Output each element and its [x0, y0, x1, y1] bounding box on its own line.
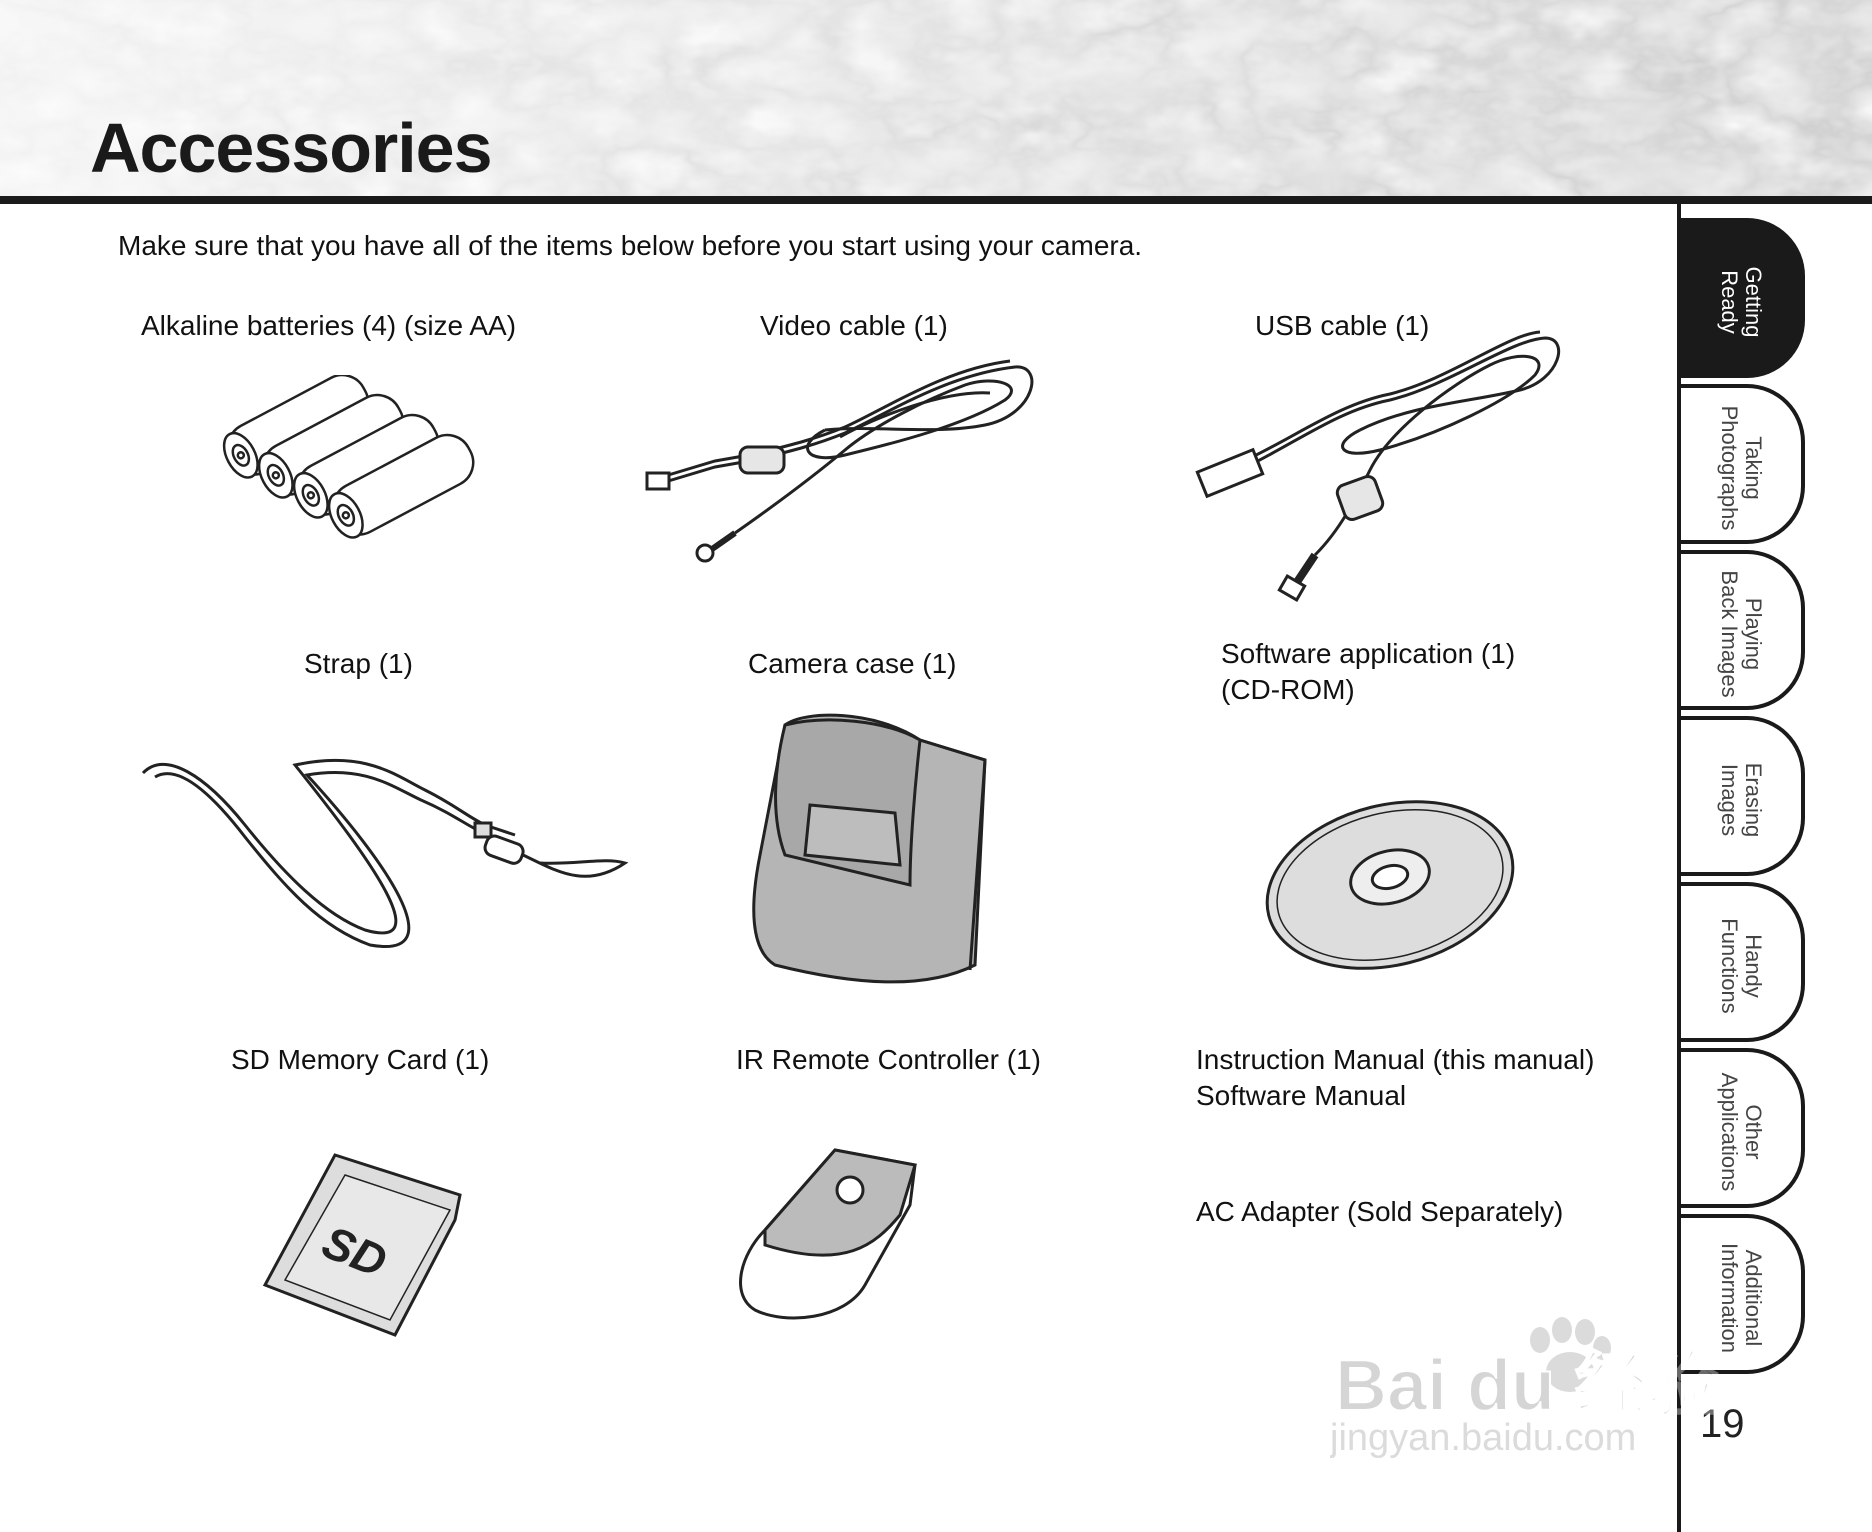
page-title: Accessories	[90, 109, 492, 187]
intro-text: Make sure that you have all of the items below before you start using your camera.	[118, 230, 1143, 261]
sd-card-label: SD Memory Card (1)	[231, 1044, 490, 1075]
tab-other-applications[interactable]: Other Applications	[1681, 1048, 1805, 1208]
sd-logo: SD	[315, 1215, 395, 1288]
strap-label: Strap (1)	[304, 648, 413, 679]
software-label-line1: Software application (1)	[1221, 638, 1516, 669]
remote-illustration	[735, 1145, 930, 1325]
tab-getting-ready[interactable]: Getting Ready	[1681, 218, 1805, 378]
baidu-watermark	[1330, 1300, 1770, 1460]
tab-erasing-images[interactable]: Erasing Images	[1681, 716, 1805, 876]
sd-card-illustration	[260, 1150, 470, 1350]
usb-cable-label: USB cable (1)	[1255, 310, 1430, 341]
watermark-url: jingyan.baidu.com	[1330, 1417, 1637, 1459]
manual-label-line2: Software Manual	[1196, 1080, 1407, 1111]
tab-taking-photographs[interactable]: Taking Photographs	[1681, 384, 1805, 544]
watermark-logo: Bai du 经验	[1335, 1346, 1720, 1426]
software-label-line2: (CD-ROM)	[1221, 674, 1355, 705]
camera-case-label: Camera case (1)	[748, 648, 957, 679]
camera-case-illustration	[745, 705, 995, 995]
video-cable-label: Video cable (1)	[760, 310, 948, 341]
remote-label: IR Remote Controller (1)	[736, 1044, 1041, 1075]
batteries-label: Alkaline batteries (4) (size AA)	[141, 310, 517, 341]
video-cable-illustration	[645, 355, 1045, 575]
tab-playing-back-images[interactable]: Playing Back Images	[1681, 550, 1805, 710]
ac-adapter-label: AC Adapter (Sold Separately)	[1196, 1196, 1564, 1227]
page-number: 19	[1700, 1402, 1745, 1446]
cd-rom-illustration	[1260, 800, 1520, 970]
usb-cable-illustration	[1190, 330, 1570, 610]
manual-label-line1: Instruction Manual (this manual)	[1196, 1044, 1595, 1075]
header-banner	[0, 0, 1872, 196]
tab-handy-functions[interactable]: Handy Functions	[1681, 882, 1805, 1042]
header-rule	[0, 196, 1872, 204]
tab-additional-information[interactable]: Additional Information	[1681, 1214, 1805, 1374]
batteries-illustration	[212, 375, 482, 555]
strap-illustration	[135, 745, 635, 955]
